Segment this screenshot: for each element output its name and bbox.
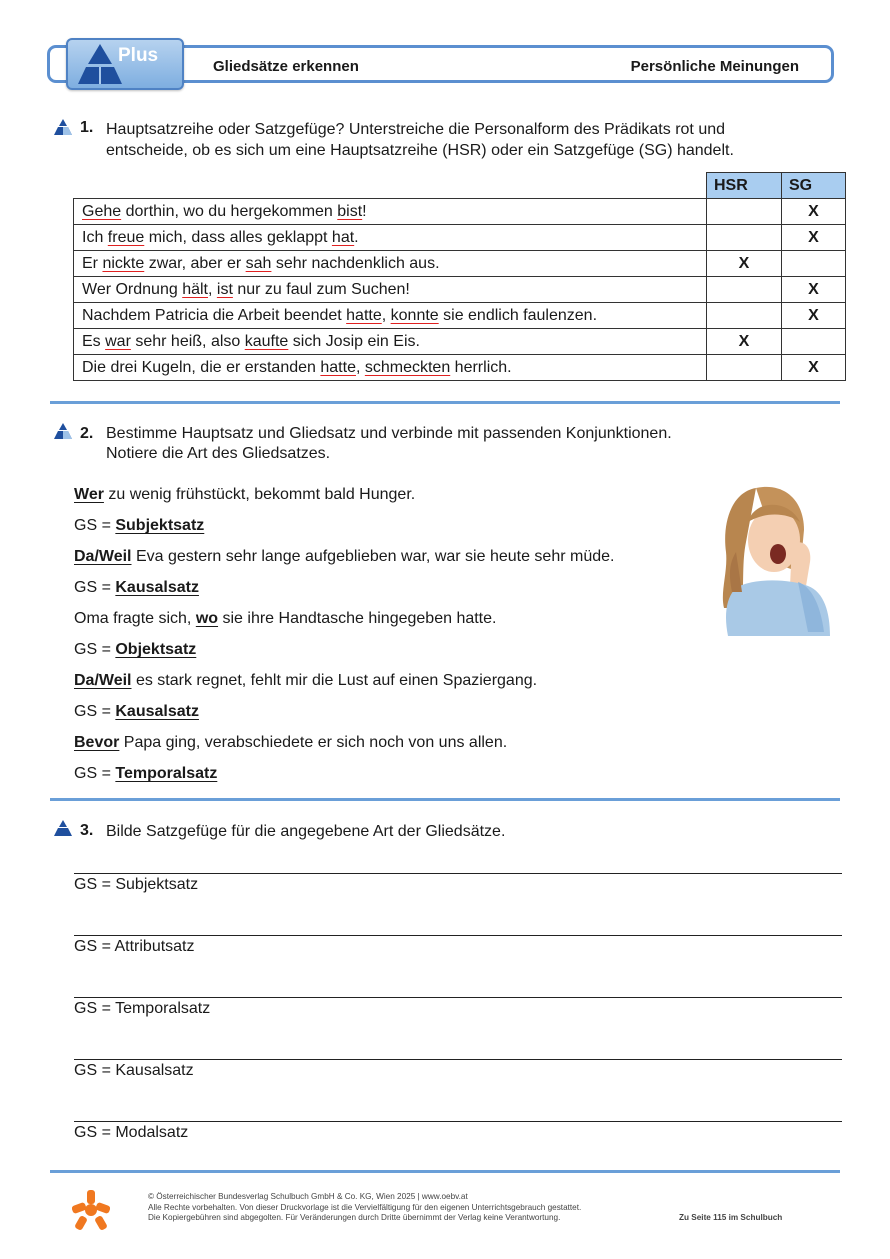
finite-verb: hält [182, 280, 208, 298]
level-pyramid-icon [53, 819, 73, 837]
hsr-mark-cell [707, 355, 782, 381]
sentence-text: . [354, 228, 359, 246]
task-2-instruction: Bestimme Hauptsatz und Gliedsatz und verbinde mit passenden Konjunktionen. Notiere die Art des Gliedsatzes. [106, 425, 672, 462]
clause-type-answer: Subjektsatz [115, 517, 205, 534]
gs-label: GS = Attributsatz [74, 938, 195, 955]
sentence-text: zwar, aber er [144, 254, 246, 272]
table-row [74, 329, 846, 355]
sentence-text: Die drei Kugeln, die er erstanden [82, 358, 321, 376]
sg-mark-cell: X [782, 355, 846, 381]
gs-label: GS = Modalsatz [74, 1124, 189, 1141]
yawning-girl-illustration [712, 482, 834, 636]
sentence-text: nur zu faul zum Suchen! [232, 280, 410, 298]
sentence-cell [74, 329, 707, 355]
sentence-text: Eva gestern sehr lange aufgeblieben war, war sie heute sehr müde. [131, 548, 615, 565]
gs-label: GS = Subjektsatz [74, 876, 199, 893]
finite-verb: nickte [102, 254, 145, 272]
gs-prefix: GS = [74, 703, 116, 720]
conjunction-answer: Bevor [74, 734, 120, 751]
level-pyramid-icon [53, 118, 73, 136]
sentence-line [74, 734, 507, 752]
conjunction-answer: Da/Weil [74, 548, 132, 565]
worksheet-title: Gliedsätze erkennen [213, 58, 359, 75]
sentence-text: , [208, 280, 217, 298]
table-row [74, 277, 846, 303]
column-header-hsr: HSR [707, 173, 782, 199]
sentence-cell [74, 225, 707, 251]
clause-type-answer: Kausalsatz [115, 703, 199, 720]
sentence-text: sehr nachdenklich aus. [271, 254, 440, 272]
sentence-text: Wer Ordnung [82, 280, 183, 298]
sg-mark-cell: X [782, 225, 846, 251]
clause-type-answer: Kausalsatz [115, 579, 199, 596]
sentence-text: sie ihre Handtasche hingegeben hatte. [218, 610, 497, 627]
gs-answer-line [74, 641, 196, 659]
finite-verb: konnte [390, 306, 439, 324]
table-row [74, 251, 846, 277]
conjunction-answer: Wer [74, 486, 104, 503]
sentence-text: ! [362, 202, 367, 220]
sentence-text: Nachdem Patricia die Arbeit beendet [82, 306, 347, 324]
logo-label: Plus [118, 45, 159, 66]
task-1-table [73, 172, 846, 381]
sentence-text: Ich [82, 228, 108, 246]
gs-label: GS = Temporalsatz [74, 1000, 211, 1017]
schoolbook-page-reference: Zu Seite 115 im Schulbuch [679, 1213, 783, 1222]
sg-mark-cell: X [782, 277, 846, 303]
sentence-text: zu wenig frühstückt, bekommt bald Hunger. [103, 486, 416, 503]
column-header-sg: SG [782, 173, 846, 199]
finite-verb: hat [331, 228, 355, 246]
level-pyramid-icon [53, 422, 73, 440]
sentence-line [74, 486, 415, 504]
hsr-mark-cell: X [707, 251, 782, 277]
sentence-text: Es [82, 332, 106, 350]
sentence-text: , [381, 306, 391, 324]
sentence-cell [74, 277, 707, 303]
hsr-mark-cell [707, 225, 782, 251]
sg-mark-cell [782, 251, 846, 277]
sentence-text: , [355, 358, 365, 376]
sg-mark-cell: X [782, 303, 846, 329]
conjunction-answer: wo [195, 610, 219, 627]
table-row [74, 225, 846, 251]
sentence-text: sich Josip ein Eis. [288, 332, 420, 350]
publisher-logo-icon [72, 1190, 110, 1230]
table-row [74, 355, 846, 381]
clause-type-answer: Objektsatz [115, 641, 197, 658]
finite-verb: hatte [320, 358, 356, 376]
gs-answer-line [74, 579, 199, 597]
sentence-text: Er [82, 254, 103, 272]
sentence-text: Papa ging, verabschiedete er sich noch von uns allen. [119, 734, 508, 751]
hsr-mark-cell [707, 303, 782, 329]
sentence-text: sie endlich faulenzen. [438, 306, 598, 324]
task-1-instruction: Hauptsatzreihe oder Satzgefüge? Unterstreiche die Personalform des Prädikats rot und entscheide, ob es sich um eine Hauptsatzreihe (HSR) oder ein Satzgefüge (SG) handelt. [106, 121, 734, 159]
writing-line[interactable] [74, 997, 842, 998]
writing-line[interactable] [74, 935, 842, 936]
hsr-mark-cell [707, 199, 782, 225]
hsr-mark-cell [707, 277, 782, 303]
writing-line[interactable] [74, 873, 842, 874]
conjunction-answer: Da/Weil [74, 672, 132, 689]
finite-verb: bist [337, 202, 363, 220]
sentence-text: sehr heiß, also [130, 332, 245, 350]
finite-verb: war [105, 332, 131, 350]
gs-prefix: GS = [74, 765, 116, 782]
sentence-text: mich, dass alles geklappt [144, 228, 332, 246]
sentence-cell [74, 355, 707, 381]
section-divider [50, 1170, 840, 1173]
sentence-line [74, 610, 496, 628]
sentence-line [74, 548, 614, 566]
sentence-cell [74, 303, 707, 329]
section-divider [50, 401, 840, 404]
finite-verb: sah [245, 254, 272, 272]
copyright-notice: © Österreichischer Bundesverlag Schulbuch GmbH & Co. KG, Wien 2025 | www.oebv.at Alle Rechte vorbehalten. Von dieser Druckvorlage ist die Vervielfältigung für den eigenen Unterrichtsgebrauch gestattet. Die Kopiergebühren sind abgegolten. Für Veränderungen durch Dritte übernimmt der Verlag keine Verantwortung. [148, 1192, 582, 1222]
gs-prefix: GS = [74, 579, 116, 596]
task-3-number: 3. [80, 822, 94, 839]
sg-mark-cell [782, 329, 846, 355]
sentence-text: es stark regnet, fehlt mir die Lust auf einen Spaziergang. [131, 672, 538, 689]
sentence-text: Oma fragte sich, [74, 610, 196, 627]
finite-verb: freue [107, 228, 145, 246]
writing-line[interactable] [74, 1121, 842, 1122]
gs-prefix: GS = [74, 517, 116, 534]
table-row [74, 303, 846, 329]
gs-label: GS = Kausalsatz [74, 1062, 194, 1079]
task-1-number: 1. [80, 119, 94, 136]
task-2-number: 2. [80, 425, 94, 442]
gs-answer-line [74, 703, 199, 721]
sentence-line [74, 672, 537, 690]
table-row [74, 199, 846, 225]
gs-prefix: GS = [74, 641, 116, 658]
gs-answer-line [74, 765, 217, 783]
finite-verb: hatte [346, 306, 382, 324]
finite-verb: Gehe [82, 202, 122, 220]
sentence-cell [74, 199, 707, 225]
task-3-instruction: Bilde Satzgefüge für die angegebene Art der Gliedsätze. [106, 823, 506, 840]
hsr-mark-cell: X [707, 329, 782, 355]
clause-type-answer: Temporalsatz [115, 765, 218, 782]
gs-answer-line [74, 517, 204, 535]
sentence-cell [74, 251, 707, 277]
sentence-text: herrlich. [450, 358, 512, 376]
sg-mark-cell: X [782, 199, 846, 225]
section-divider [50, 798, 840, 801]
writing-line[interactable] [74, 1059, 842, 1060]
finite-verb: kaufte [244, 332, 289, 350]
chapter-title: Persönliche Meinungen [630, 58, 799, 75]
sentence-text: dorthin, wo du hergekommen [121, 202, 338, 220]
finite-verb: ist [216, 280, 233, 298]
finite-verb: schmeckten [364, 358, 451, 376]
